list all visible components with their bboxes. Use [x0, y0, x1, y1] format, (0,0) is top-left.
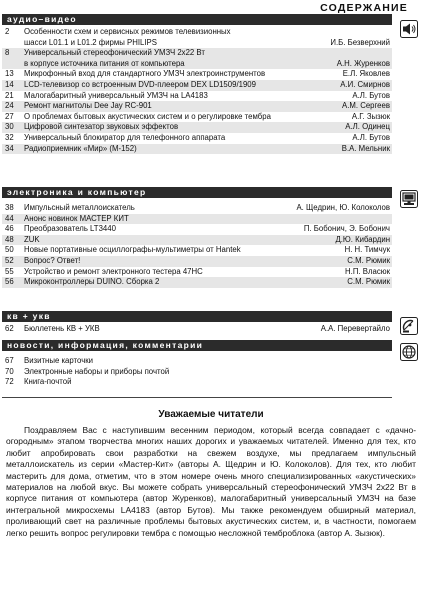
computer-icon — [400, 190, 418, 208]
entry-author: А.Л. Одинец — [345, 122, 390, 132]
entry-author: И.Б. Безверхний — [330, 37, 390, 47]
toc-entry[interactable] — [2, 256, 392, 267]
entry-title: Ремонт магнитолы Dee Jay RC-901 — [24, 101, 152, 111]
entry-title: Цифровой синтезатор звуковых эффектов — [24, 122, 179, 132]
entry-page: 14 — [5, 79, 14, 89]
editorial-paragraph: Поздравляем Вас с наступившим весенним периодом, который всегда совпадает с «дачно-огородным» этапом творчества многих наших дорогих и уважаемых читателей. Именно для тех, кто любит апробировать свои разработки на свежем воздухе, мы предлагаем импульсный металлоискатель из серии «Мастер-Кит» (авторы А. Щедрин и Ю. Колоколов). Для тех, кто любит мастерить для дома, отметим, что в этом номере очень много специализированных «акустических» материалов на любой вкус. Вы можете собрать универсальный стереофонический УМЗЧ 2х22 Вт в корпусе питания от компьютера (автор Журенков), малогабаритный универсальный УМЗЧ на базе интегральной микросхемы LA4183 (автор Бутов). Мы также рекомендуем обширный материал, проливающий свет на различные проблемы бытовых акустических систем, и, в частности, помогаем легко решить вопрос регулировки тембра с помощью несложной темброблока (автор А. Зызюк). — [6, 425, 416, 538]
entries-hf-vhf — [2, 324, 392, 335]
entry-author: А.Л. Бутов — [352, 132, 390, 142]
entry-page: 67 — [5, 356, 14, 365]
entry-author: Е.Л. Яковлев — [342, 69, 390, 79]
entry-page: 62 — [5, 324, 14, 333]
entry-page: 24 — [5, 101, 14, 111]
section-header-audio-video: аудио–видео — [2, 14, 392, 25]
section-header-news: новости, информация, комментарии — [2, 340, 392, 351]
entry-title: Бюллетень КВ + УКВ — [24, 324, 100, 333]
toc-entry[interactable] — [2, 27, 392, 38]
toc-entry[interactable] — [2, 133, 392, 144]
entry-title: Малогабаритный универсальный УМЗЧ на LA4183 — [24, 90, 208, 100]
entry-page: 34 — [5, 143, 14, 153]
toc-entry[interactable] — [2, 214, 392, 225]
section-header-electronics-computer: электроника и компьютер — [2, 187, 392, 198]
entry-title: Импульсный металлоискатель — [24, 203, 135, 212]
entry-author: А.И. Смирнов — [340, 79, 390, 89]
entry-author: П. Бобонич, Э. Бобонич — [303, 224, 390, 234]
toc-entry[interactable] — [2, 224, 392, 235]
entry-author: С.М. Рюмик — [347, 255, 390, 265]
entry-page: 30 — [5, 122, 14, 132]
entry-title: Радиоприемник «Мир» (М-152) — [24, 143, 137, 153]
entry-page: 55 — [5, 266, 14, 276]
entry-page: 13 — [5, 69, 14, 79]
toc-entry[interactable] — [2, 356, 392, 367]
toc-entry[interactable] — [2, 277, 392, 288]
toc-entry[interactable] — [2, 80, 392, 91]
entry-author: Д.Ю. Кибардин — [335, 234, 390, 244]
entry-page: 27 — [5, 111, 14, 121]
entry-title: Преобразователь LT3440 — [24, 224, 116, 234]
entry-title: Электронные наборы и приборы почтой — [24, 366, 170, 376]
entry-title: Вопрос? Ответ! — [24, 255, 81, 265]
entry-author: В.А. Мельник — [341, 143, 390, 153]
entry-page: 72 — [5, 377, 14, 387]
page-title: СОДЕРЖАНИЕ — [320, 2, 408, 14]
entries-news — [2, 356, 392, 388]
entry-author: Н.П. Власюк — [345, 266, 390, 276]
entry-title: Анонс новинок МАСТЕР КИТ — [24, 213, 129, 223]
entry-title: Универсальный стереофонический УМЗЧ 2х22 Вт — [24, 48, 205, 58]
toc-entry[interactable] — [2, 59, 392, 70]
entry-page: 38 — [5, 203, 14, 212]
entries-audio-video — [2, 27, 392, 154]
entry-title: Визитные карточки — [24, 356, 94, 365]
entry-page: 46 — [5, 224, 14, 234]
section-header-hf-vhf: кв + укв — [2, 311, 392, 322]
entry-author: Н. Н. Тимчук — [344, 245, 390, 255]
entry-title: Особенности схем и сервисных режимов телевизионных — [24, 27, 231, 36]
entry-title: Книга-почтой — [24, 377, 72, 387]
entry-title: Микрофонный вход для стандартного УМЗЧ электроинструментов — [24, 69, 266, 79]
toc-entry[interactable] — [2, 91, 392, 102]
entry-page: 70 — [5, 366, 14, 376]
globe-icon — [400, 343, 418, 361]
entry-page: 2 — [5, 27, 10, 36]
entry-title: Устройство и ремонт электронного тестера 47НС — [24, 266, 203, 276]
entry-page: 32 — [5, 132, 14, 142]
entry-author: С.М. Рюмик — [347, 277, 390, 287]
toc-entry[interactable] — [2, 144, 392, 155]
entry-author: А.Н. Журенков — [336, 58, 390, 68]
entry-title: ZUK — [24, 234, 40, 244]
editorial-text — [6, 425, 416, 539]
editorial-heading: Уважаемые читатели — [158, 409, 264, 420]
entry-author: А.М. Сергеев — [342, 101, 390, 111]
toc-entry[interactable] — [2, 235, 392, 246]
entry-title: шасси L01.1 и L01.2 фирмы PHILIPS — [24, 37, 157, 47]
speaker-icon — [400, 20, 418, 38]
entry-page: 50 — [5, 245, 14, 255]
entry-page: 8 — [5, 48, 10, 58]
toc-entry[interactable] — [2, 69, 392, 80]
entry-page: 21 — [5, 90, 14, 100]
entry-page: 48 — [5, 234, 14, 244]
toc-entry[interactable] — [2, 367, 392, 378]
entry-author: А.Л. Бутов — [352, 90, 390, 100]
toc-entry[interactable] — [2, 38, 392, 49]
toc-entry[interactable] — [2, 245, 392, 256]
entry-title: О проблемах бытовых акустических систем и о регулировке тембра — [24, 111, 271, 121]
entry-title: Микроконтроллеры DUINO. Сборка 2 — [24, 277, 160, 287]
toc-entry[interactable] — [2, 112, 392, 123]
toc-entry[interactable] — [2, 324, 392, 335]
entry-page: 52 — [5, 255, 14, 265]
toc-entry[interactable] — [2, 267, 392, 278]
toc-entry[interactable] — [2, 377, 392, 388]
toc-entry[interactable] — [2, 101, 392, 112]
toc-entry[interactable] — [2, 203, 392, 214]
entry-page: 56 — [5, 277, 14, 287]
entries-electronics-computer — [2, 203, 392, 288]
entry-author: А.А. Перевертайло — [320, 324, 390, 333]
toc-entry[interactable] — [2, 122, 392, 133]
entry-title: Новые портативные осциллографы-мультиметры от Hantek — [24, 245, 241, 255]
divider — [2, 397, 392, 398]
entry-title: Универсальный блокиратор для телефонного аппарата — [24, 132, 226, 142]
entry-page: 44 — [5, 213, 14, 223]
entry-author: А. Щедрин, Ю. Колоколов — [296, 203, 390, 212]
entry-title: в корпусе источника питания от компьютера — [24, 58, 185, 68]
toc-entry[interactable] — [2, 48, 392, 59]
entry-author: А.Г. Зызюк — [351, 111, 390, 121]
satellite-dish-icon — [400, 317, 418, 335]
entry-title: LCD-телевизор со встроенным DVD-плеером DEX LD1509/1909 — [24, 79, 256, 89]
